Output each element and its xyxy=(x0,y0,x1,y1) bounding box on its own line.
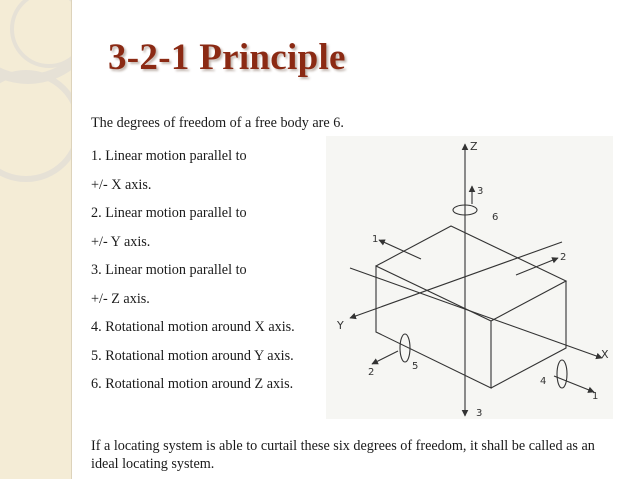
list-item: 1. Linear motion parallel to xyxy=(91,148,247,164)
list-item: +/- Y axis. xyxy=(91,233,151,250)
free-body-figure xyxy=(326,136,613,419)
list-item: 3. Linear motion parallel to xyxy=(91,262,247,278)
y-axis-label: Y xyxy=(337,319,344,332)
list-item: 6. Rotational motion around Z axis. xyxy=(91,376,294,392)
side-band-divider xyxy=(71,0,72,479)
neg-z-label: 3 xyxy=(476,408,483,419)
motion-arrow xyxy=(379,240,421,259)
decorative-side-band xyxy=(0,0,72,479)
box-front-face xyxy=(376,266,491,388)
z-axis-label: Z xyxy=(470,140,478,153)
degrees-of-freedom-list xyxy=(91,146,295,403)
x-axis-label: X xyxy=(601,348,609,361)
motion-arrow xyxy=(372,351,398,364)
motion-label: 1 xyxy=(592,391,599,402)
intro-text: The degrees of freedom of a free body are 6. xyxy=(91,115,344,131)
y-axis-line xyxy=(350,242,562,318)
list-item: +/- Z axis. xyxy=(91,290,150,307)
motion-label: 2 xyxy=(560,252,567,263)
box-right-face xyxy=(491,281,566,388)
motion-label: 4 xyxy=(540,376,547,387)
list-item: 2. Linear motion parallel to xyxy=(91,205,247,221)
list-item: 4. Rotational motion around X axis. xyxy=(91,319,295,335)
motion-label: 3 xyxy=(477,186,484,197)
slide-title: 3-2-1 Principle xyxy=(108,37,346,78)
rotation-arc xyxy=(557,360,567,388)
decorative-ring xyxy=(0,70,72,182)
motion-label: 2 xyxy=(368,367,375,378)
motion-label: 6 xyxy=(492,212,499,223)
footer-text: If a locating system is able to curtail these six degrees of freedom, it shall be called as an ideal locating system. xyxy=(91,438,595,472)
list-item: 5. Rotational motion around Y axis. xyxy=(91,347,294,364)
motion-label: 5 xyxy=(412,361,419,372)
motion-arrow xyxy=(554,376,594,392)
box-axes-diagram xyxy=(326,136,613,419)
motion-label: 1 xyxy=(372,234,379,245)
box-top-face xyxy=(376,226,566,321)
list-item: +/- X axis. xyxy=(91,176,152,193)
